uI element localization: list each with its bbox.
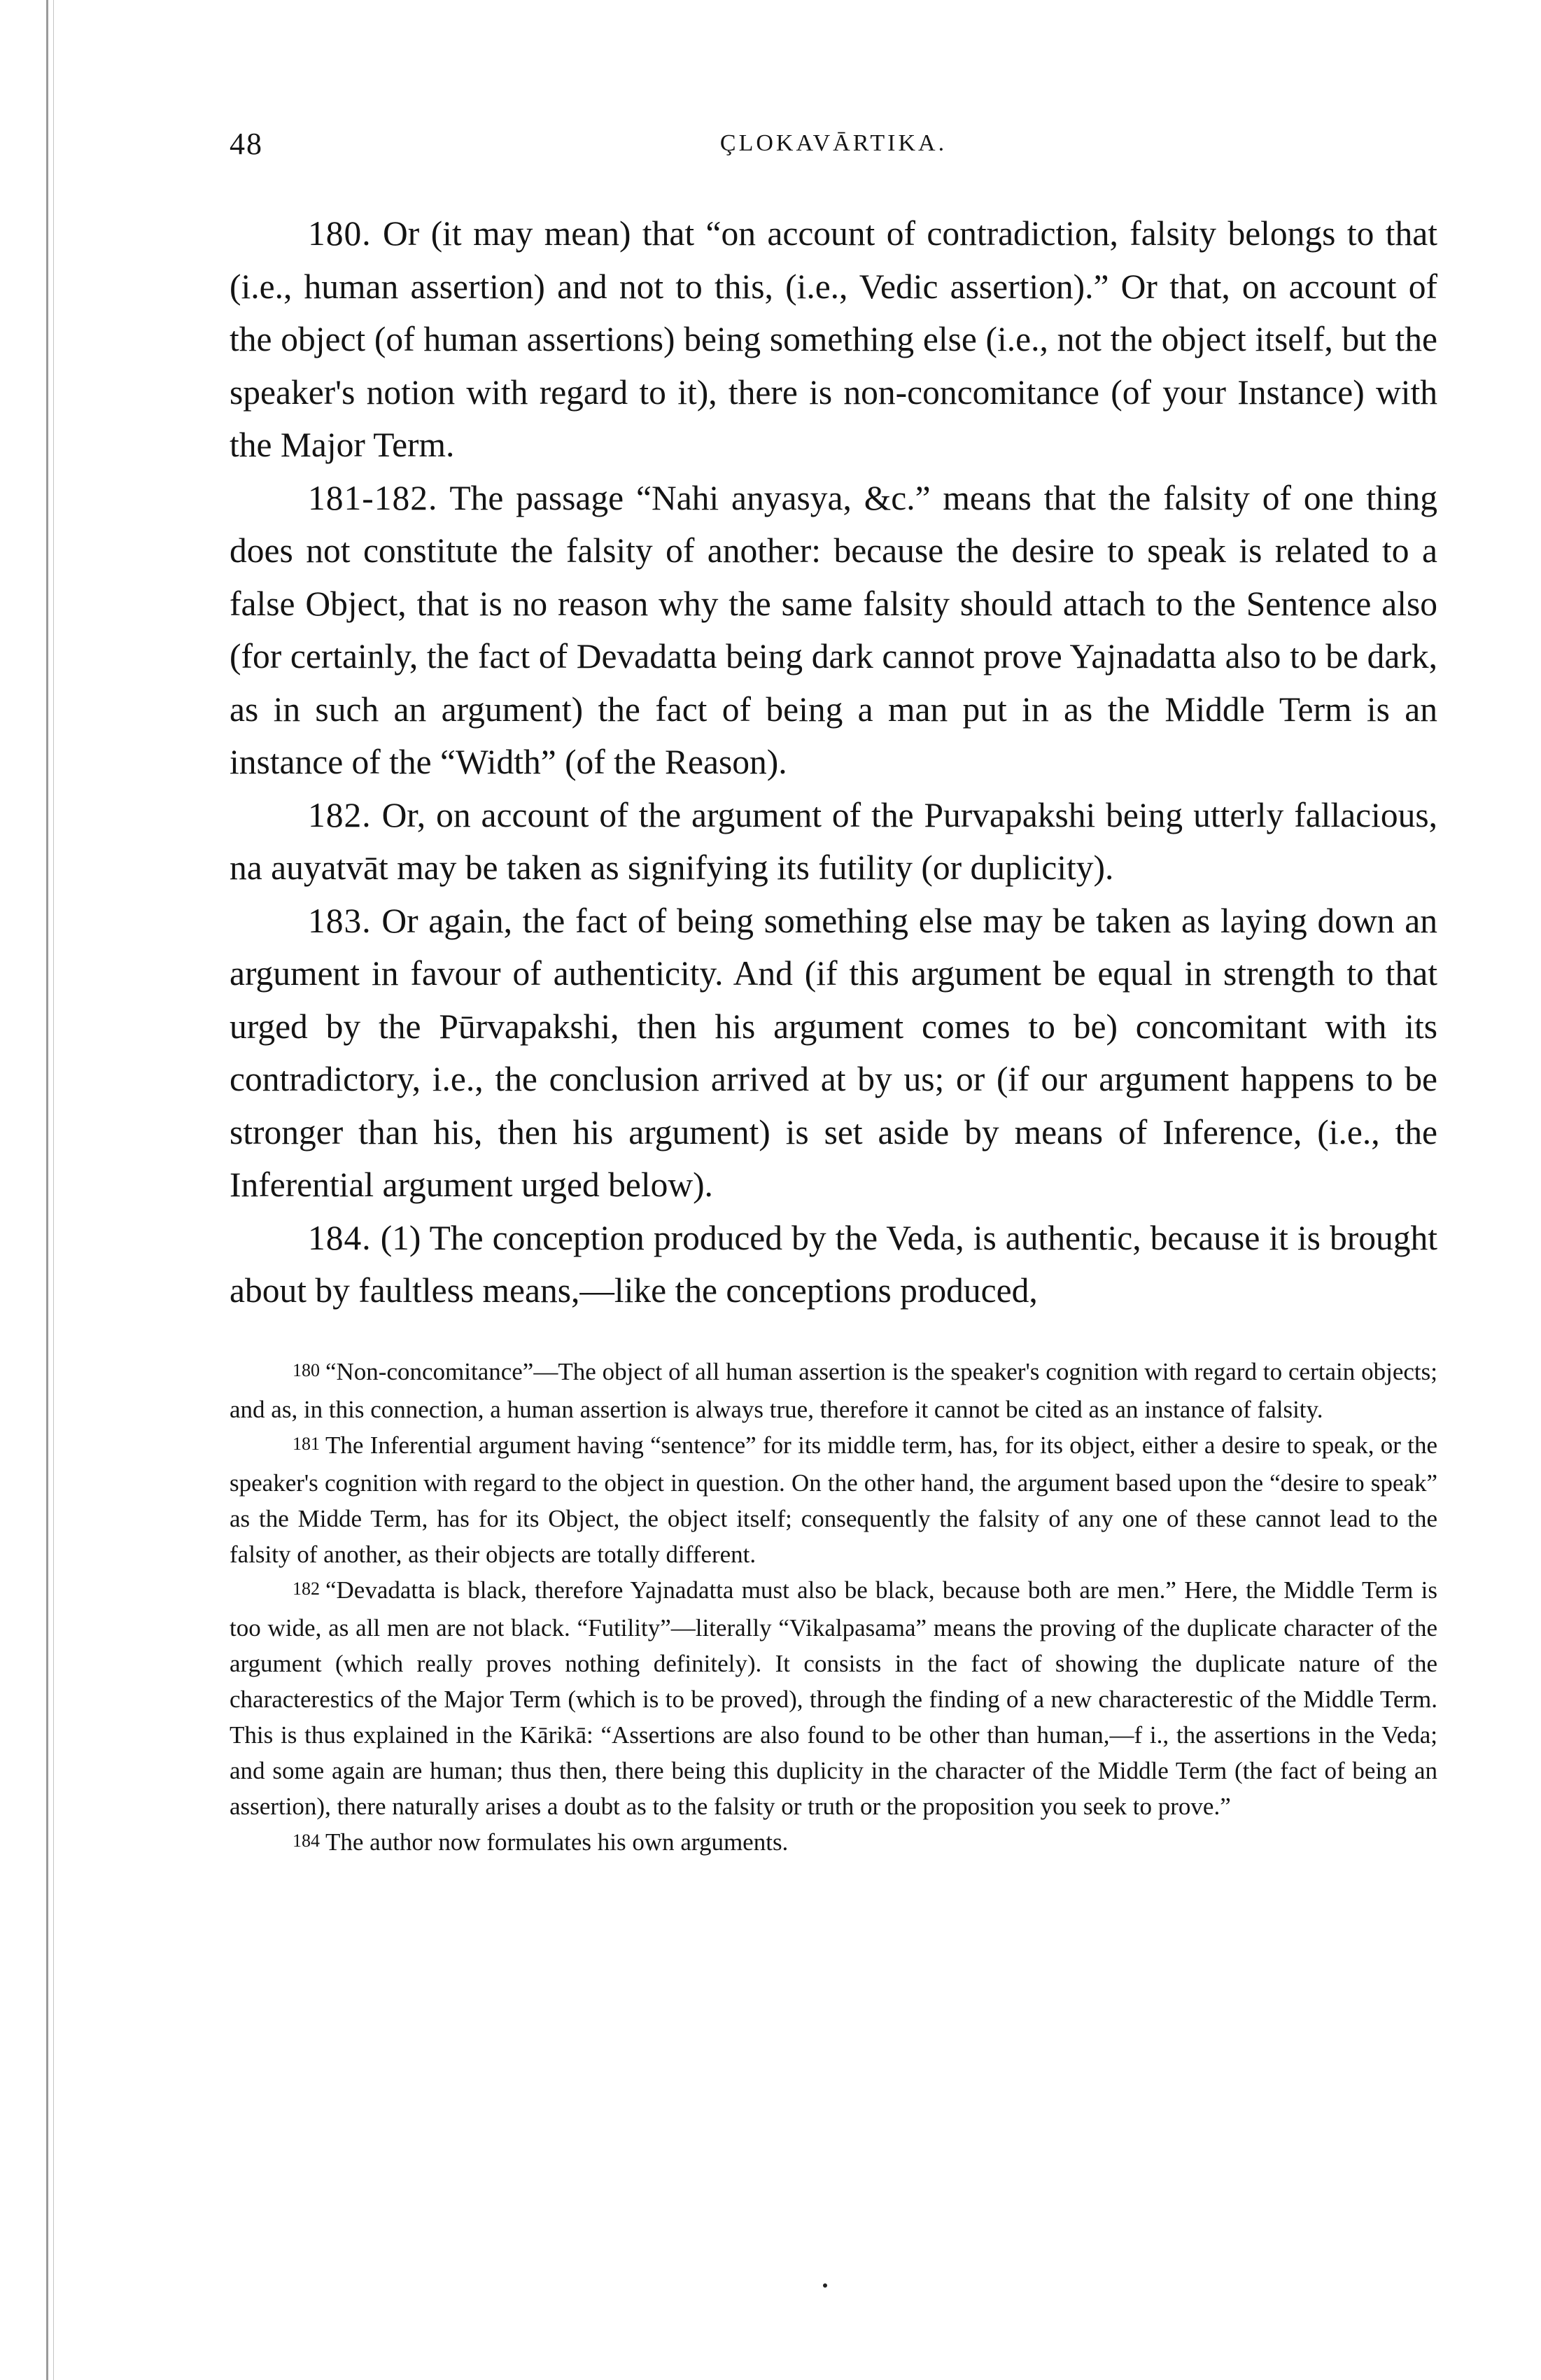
book-page xyxy=(230,126,1437,1862)
footnote-marker: 180 xyxy=(293,1359,320,1380)
footnote-text: The author now formulates his own arguments. xyxy=(325,1828,789,1856)
running-head xyxy=(230,126,1437,175)
paragraph-number: 181-182. xyxy=(308,478,438,517)
paragraph-text: Or, on account of the argument of the Purvapakshi being utterly fallacious, na auyatvāt may be taken as signifying its futility (or duplicity). xyxy=(230,795,1438,887)
footnote-marker: 182 xyxy=(293,1578,320,1599)
paragraph-number: 182. xyxy=(308,795,372,834)
paragraph-182 xyxy=(230,789,1437,895)
paragraph-number: 184. xyxy=(308,1218,372,1257)
footnote-text: The Inferential argument having “sentence” for its middle term, has, for its object, either a desire to speak, or the speaker's cognition with regard to the object in question. On the other hand, the argument based upon the “desire to speak” as the Midde Term, has for its Object, the object itself; consequently the falsity of any one of these cannot lead to the falsity of another, as their objects are totally different. xyxy=(230,1431,1437,1568)
page-number: 48 xyxy=(230,127,263,161)
paragraph-text: Or (it may mean) that “on account of contradiction, falsity belongs to that (i.e., human assertion) and not to this, (i.e., Vedic assertion).” Or that, on account of the object (of human assertions) being something else (i.e., not the object itself, but the speaker's notion with regard to it), there is non-concomitance (of your Instance) with the Major Term. xyxy=(230,214,1438,464)
paragraph-number: 180. xyxy=(308,214,372,253)
footnotes xyxy=(230,1354,1437,1862)
footnote-180 xyxy=(230,1354,1437,1427)
ink-speck xyxy=(823,2283,827,2288)
main-text xyxy=(230,207,1437,1317)
paragraph-text: The passage “Nahi anyasya, &c.” means that the falsity of one thing does not constitute the falsity of another: because the desire to speak is related to a false Object, that is no reason why the same falsity should attach to the Sentence also (for certainly, the fact of Devadatta being dark cannot prove Yajnadatta also to be dark, as in such an argument) the fact of being a man put in as the Middle Term is an instance of the “Width” (of the Reason). xyxy=(230,478,1438,781)
scan-binding-edge-inner xyxy=(53,0,54,2380)
footnote-184 xyxy=(230,1824,1437,1862)
paragraph-text: (1) The conception produced by the Veda, is authentic, because it is brought about by faultless means,—like the conceptions produced, xyxy=(230,1218,1438,1310)
paragraph-184 xyxy=(230,1212,1437,1317)
footnote-marker: 181 xyxy=(293,1433,320,1454)
footnote-text: “Non-concomitance”—The object of all human assertion is the speaker's cognition with regard to certain objects; and as, in this connection, a human assertion is always true, therefore it cannot be cited as an instance of falsity. xyxy=(230,1357,1437,1423)
footnote-text: “Devadatta is black, therefore Yajnadatta must also be black, because both are men.” Here, the Middle Term is too wide, as all men are not black. “Futility”—literally “Vikalpasama” means the proving of the duplicate character of the argument (which really proves nothing definitely). It consists in the fact of showing the duplicate nature of the characterestics of the Major Term (which is to be proved), through the finding of a new characterestic of the Middle Term. This is thus explained in the Kārikā: “Assertions are also found to be other than human,—f i., the assertions in the Veda; and some again are human; thus then, there being this duplicity in the character of the Middle Term (the fact of being an assertion), there naturally arises a doubt as to the falsity or truth or the proposition you seek to prove.” xyxy=(230,1576,1437,1820)
footnote-182 xyxy=(230,1572,1437,1824)
footnote-181 xyxy=(230,1427,1437,1572)
scan-binding-edge xyxy=(46,0,48,2380)
running-title: ÇLOKAVĀRTIKA. xyxy=(719,130,948,156)
paragraph-183 xyxy=(230,895,1437,1212)
paragraph-text: Or again, the fact of being something else may be taken as laying down an argument in favour of authenticity. And (if this argument be equal in strength to that urged by the Pūrvapakshi, then his argument comes to be) concomitant with its contradictory, i.e., the conclusion arrived at by us; or (if our argument happens to be stronger than his, then his argument) is set aside by means of Inference, (i.e., the Inferential argument urged below). xyxy=(230,901,1438,1204)
footnote-marker: 184 xyxy=(293,1830,320,1851)
paragraph-181-182 xyxy=(230,472,1437,789)
paragraph-number: 183. xyxy=(308,901,372,940)
paragraph-180 xyxy=(230,207,1437,472)
